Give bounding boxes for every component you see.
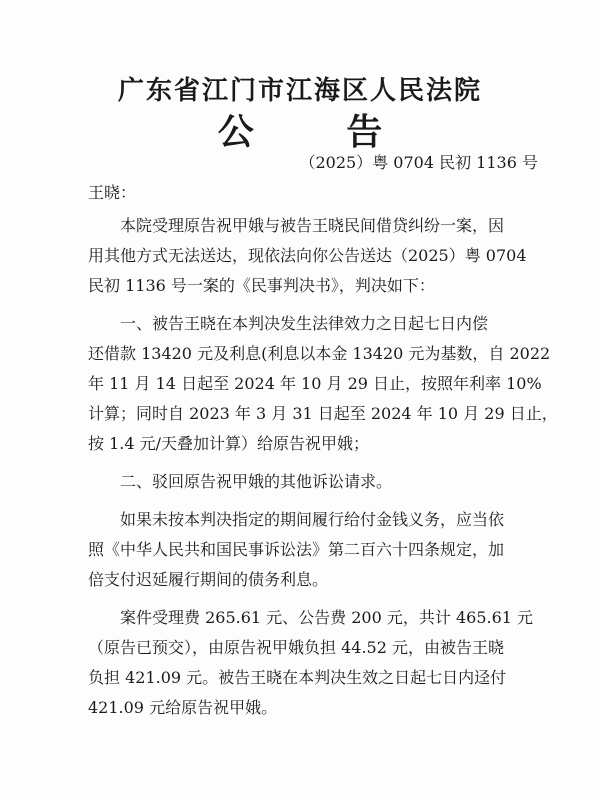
paragraph-line: 案件受理费 265.61 元、公告费 200 元，共计 465.61 元 (120, 608, 534, 627)
paragraph-line: 年 11 月 14 日起至 2024 年 10 月 29 日止，按照年利率 10% (88, 374, 542, 393)
paragraph-line: 计算；同时自 2023 年 3 月 31 日起至 2024 年 10 月 29 日止， (88, 404, 558, 423)
paragraph-judgment-item-1 (88, 309, 558, 459)
court-name: 广东省江门市江海区人民法院 (117, 76, 482, 106)
notice-body (88, 211, 558, 731)
paragraph-line: （原告已预交），由原告祝甲娥负担 44.52 元，由被告王晓 (88, 638, 504, 657)
paragraph-judgment-item-2 (88, 467, 528, 497)
paragraph-line: 还借款 13420 元及利息(利息以本金 13420 元为基数，自 2022 (88, 344, 551, 363)
paragraph-line: 按 1.4 元/天叠加计算）给原告祝甲娥； (88, 434, 370, 453)
paragraph-line: 本院受理原告祝甲娥与被告王晓民间借贷纠纷一案，因 (120, 216, 505, 235)
paragraph-line: 一、被告王晓在本判决发生法律效力之日起七日内偿 (120, 314, 489, 333)
paragraph-line: 倍支付迟延履行期间的债务利息。 (88, 570, 329, 589)
paragraph-line: 照《中华人民共和国民事诉讼法》第二百六十四条规定，加 (88, 540, 505, 559)
paragraph-line: 用其他方式无法送达，现依法向你公告送达（2025）粤 0704 (88, 246, 527, 265)
paragraph-line: 二、驳回原告祝甲娥的其他诉讼请求。 (120, 472, 393, 491)
paragraph-service (88, 211, 528, 301)
paragraph-line: 负担 421.09 元。被告王晓在本判决生效之日起七日内迳付 (88, 668, 507, 687)
paragraph-line: 421.09 元给原告祝甲娥。 (88, 698, 278, 717)
document-title: 公 告 (217, 112, 423, 153)
paragraph-court-fees (88, 603, 534, 723)
paragraph-line: 如果未按本判决指定的期间履行给付金钱义务，应当依 (120, 510, 505, 529)
paragraph-line: 民初 1136 号一案的《民事判决书》，判决如下： (88, 276, 435, 295)
case-number: （2025）粤 0704 民初 1136 号 (299, 153, 538, 172)
paragraph-delay-interest (88, 505, 528, 595)
addressee: 王晓： (88, 183, 137, 202)
